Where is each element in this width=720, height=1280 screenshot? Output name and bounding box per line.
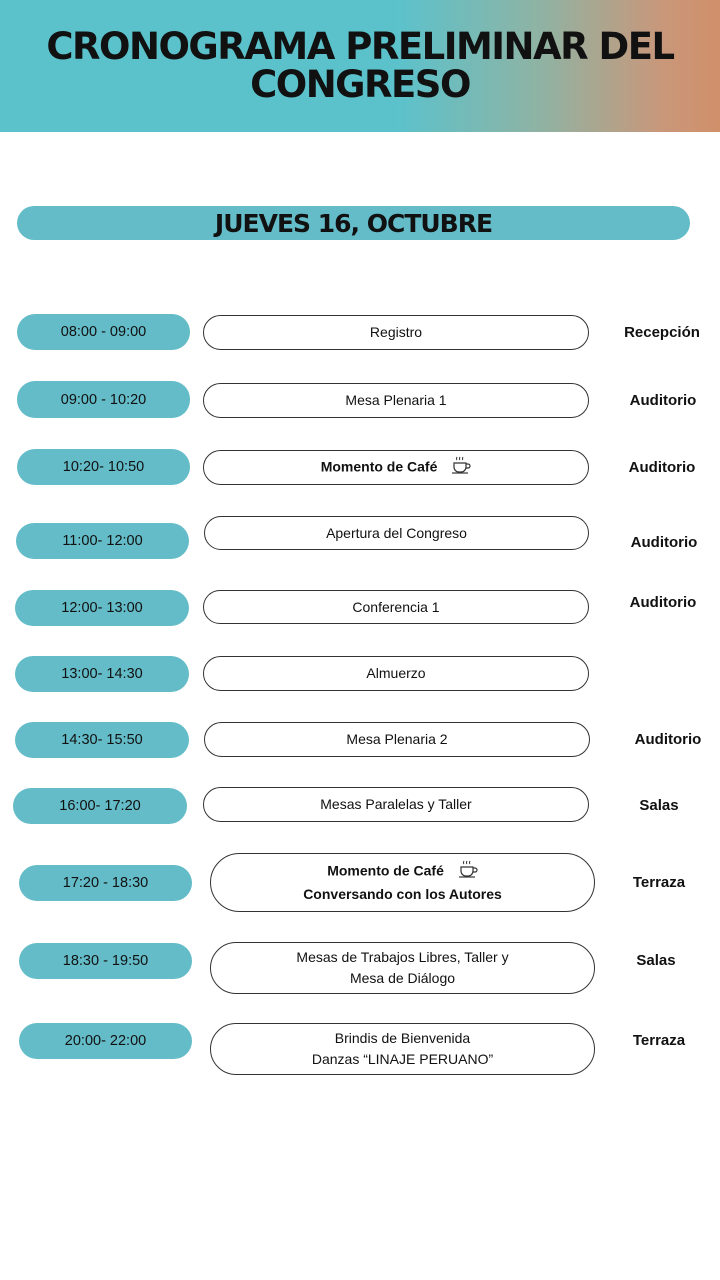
event-title-text: Momento de Café	[327, 862, 444, 879]
event-item	[204, 516, 589, 550]
page-title-line1: CRONOGRAMA PRELIMINAR DEL	[46, 25, 674, 68]
event-item	[203, 315, 589, 350]
event-title	[321, 456, 472, 480]
event-item	[203, 590, 589, 624]
venue-label: Auditorio	[630, 534, 698, 551]
time-slot: 12:00- 13:00	[15, 590, 189, 626]
time-slot: 09:00 - 10:20	[17, 381, 190, 418]
event-item	[203, 450, 589, 485]
event-item	[210, 853, 595, 912]
venue-label: Auditorio	[629, 594, 697, 611]
time-slot: 13:00- 14:30	[15, 656, 189, 692]
event-title	[327, 860, 478, 884]
event-title: Mesas de Trabajos Libres, Taller y	[296, 949, 509, 965]
header-banner	[0, 0, 720, 132]
event-title-text: Momento de Café	[320, 458, 438, 475]
time-slot: 08:00 - 09:00	[17, 314, 190, 350]
venue-label: Terraza	[632, 874, 686, 891]
venue-label: Auditorio	[629, 392, 697, 409]
event-item	[204, 722, 590, 757]
event-title: Brindis de Bienvenida	[334, 1030, 471, 1046]
event-title: Mesa Plenaria 1	[345, 392, 447, 408]
time-slot: 17:20 - 18:30	[19, 865, 192, 901]
event-item	[210, 1023, 595, 1075]
event-title: Mesa Plenaria 2	[346, 731, 448, 747]
venue-label: Salas	[636, 952, 676, 969]
venue-label: Terraza	[632, 1032, 686, 1049]
event-title: Conferencia 1	[352, 598, 440, 615]
event-item	[203, 656, 589, 691]
page-title	[0, 25, 720, 106]
time-slot: 16:00- 17:20	[13, 788, 187, 824]
venue-label: Salas	[639, 797, 679, 814]
event-subtitle: Danzas “LINAJE PERUANO”	[311, 1051, 494, 1067]
coffee-cup-icon	[451, 456, 471, 480]
event-title: Apertura del Congreso	[326, 524, 467, 541]
venue-label: Auditorio	[628, 459, 696, 476]
event-subtitle: Conversando con los Autores	[303, 886, 502, 902]
time-slot: 10:20- 10:50	[17, 449, 190, 485]
venue-label: Recepción	[624, 324, 700, 341]
event-subtitle: Mesa de Diálogo	[349, 970, 456, 986]
day-label: JUEVES 16, OCTUBRE	[214, 209, 493, 238]
time-slot: 20:00- 22:00	[19, 1023, 192, 1059]
time-slot: 18:30 - 19:50	[19, 943, 192, 979]
event-title: Almuerzo	[366, 665, 426, 681]
day-banner	[17, 206, 690, 240]
coffee-cup-icon	[458, 860, 478, 884]
page-title-line2: CONGRESO	[250, 63, 470, 106]
event-item	[203, 383, 589, 418]
time-slot: 14:30- 15:50	[15, 722, 189, 758]
event-title: Mesas Paralelas y Taller	[320, 796, 472, 812]
event-item	[210, 942, 595, 994]
venue-label: Auditorio	[634, 731, 702, 748]
event-title: Registro	[369, 324, 423, 340]
time-slot: 11:00- 12:00	[16, 523, 189, 559]
event-item	[203, 787, 589, 822]
